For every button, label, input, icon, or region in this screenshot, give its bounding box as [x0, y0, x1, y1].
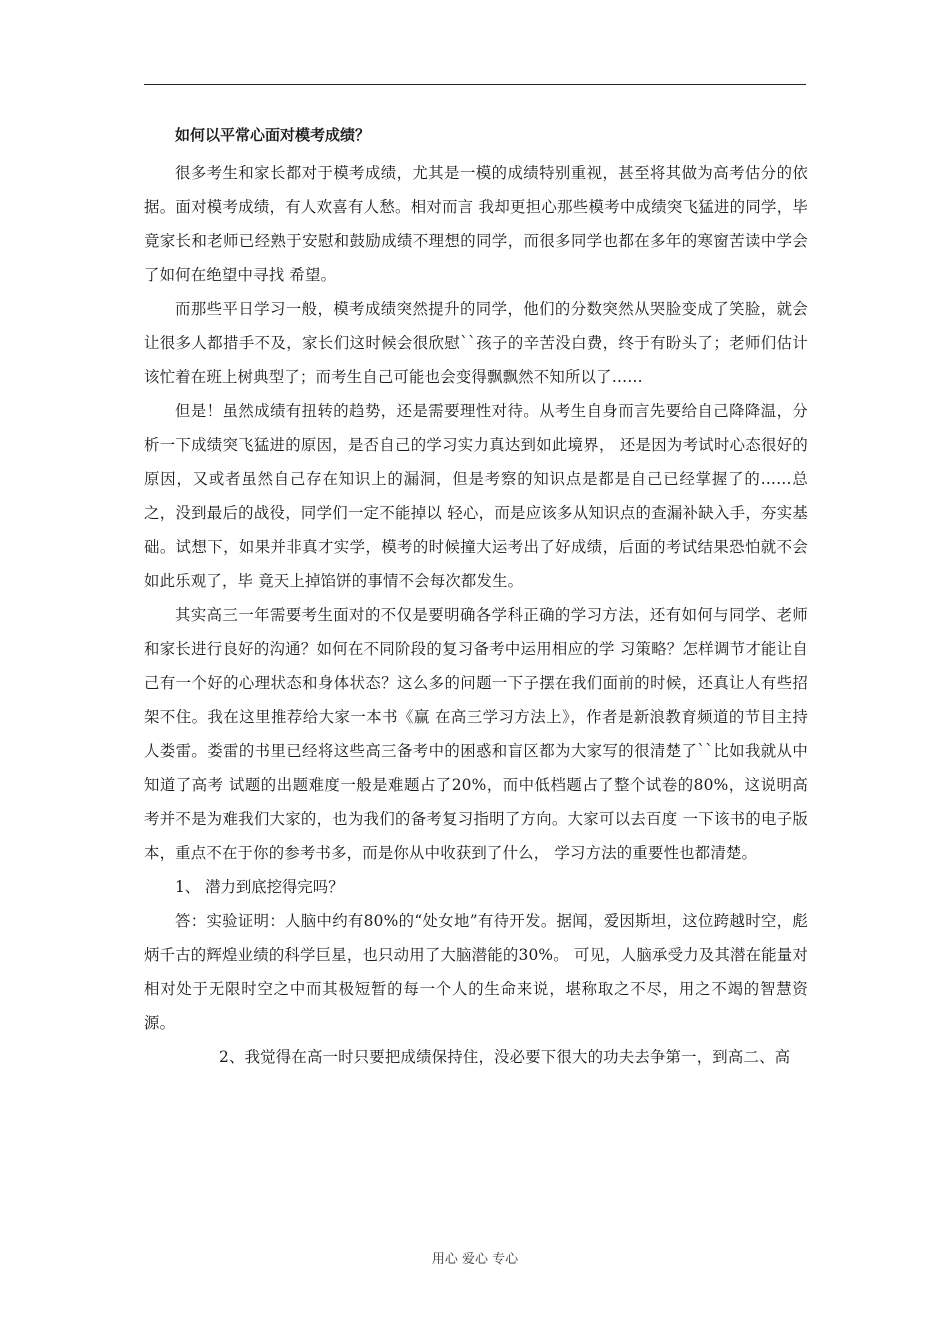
header-rule [144, 84, 806, 85]
paragraph-1: 很多考生和家长都对于模考成绩，尤其是一模的成绩特别重视，甚至将其做为高考估分的依据。面对模考成绩，有人欢喜有人愁。相对而言 我却更担心那些模考中成绩突飞猛进的同学，毕竟家长和老师已经熟于安慰和鼓励成绩不理想的同学，而很多同学也都在多年的寒窗苦读中学会了如何在绝望中寻找 希望。 [144, 164, 808, 284]
paragraph-4: 其实高三一年需要考生面对的不仅是要明确各学科正确的学习方法，还有如何与同学、老师和家长进行良好的沟通？如何在不同阶段的复习备考中运用相应的学 习策略？怎样调节才能让自己有一个好的心理状态和身体状态？这么多的问题一下子摆在我们面前的时候，还真让人有些招架不住。我在这里推荐给大家一本书《赢 在高三学习方法上》，作者是新浪教育频道的节目主持人娄雷。娄雷的书里已经将这些高三备考中的困惑和盲区都为大家写的很清楚了``比如我就从中知道了高考 试题的出题难度一般是难题占了20%，而中低档题占了整个试卷的80%，这说明高考并不是为难我们大家的，也为我们的备考复习指明了方向。大家可以去百度 一下该书的电子版本，重点不在于你的参考书多，而是你从中收获到了什么， 学习方法的重要性也都清楚。 [144, 606, 808, 862]
paragraph-3: 但是！虽然成绩有扭转的趋势，还是需要理性对待。从考生自身而言先要给自己降降温，分析一下成绩突飞猛进的原因，是否自己的学习实力真达到如此境界， 还是因为考试时心态很好的原因，又或者虽然自己存在知识上的漏洞，但是考察的知识点是都是自己已经掌握了的……总之，没到最后的战役，同学们一定不能掉以 轻心，而是应该多从知识点的查漏补缺入手，夯实基础。试想下，如果并非真才实学，模考的时候撞大运考出了好成绩，后面的考试结果恐怕就不会如此乐观了，毕 竟天上掉馅饼的事情不会每次都发生。 [144, 402, 808, 590]
answer-1: 答：实验证明：人脑中约有80%的“处女地”有待开发。据闻，爱因斯坦，这位跨越时空，彪炳千古的辉煌业绩的科学巨星，也只动用了大脑潜能的30%。 可见，人脑承受力及其潜在能量对相对处于无限时空之中而其极短暂的每一个人的生命来说，堪称取之不尽，用之不竭的智慧资源。 [144, 912, 808, 1032]
document-title: 如何以平常心面对模考成绩？ [175, 126, 371, 144]
question-1: 1、 潜力到底挖得完吗？ [175, 878, 344, 896]
document-body [144, 118, 808, 1074]
page-footer: 用心 爱心 专心 [431, 1252, 519, 1267]
paragraph-2: 而那些平日学习一般，模考成绩突然提升的同学，他们的分数突然从哭脸变成了笑脸，就会让很多人都措手不及，家长们这时候会很欣慰``孩子的辛苦没白费，终于有盼头了；老师们估计该忙着在班上树典型了；而考生自己可能也会变得飘飘然不知所以了…… [144, 300, 808, 386]
question-2: 2、我觉得在高一时只要把成绩保持住，没必要下很大的功夫去争第一，到高二、高 [219, 1048, 791, 1066]
